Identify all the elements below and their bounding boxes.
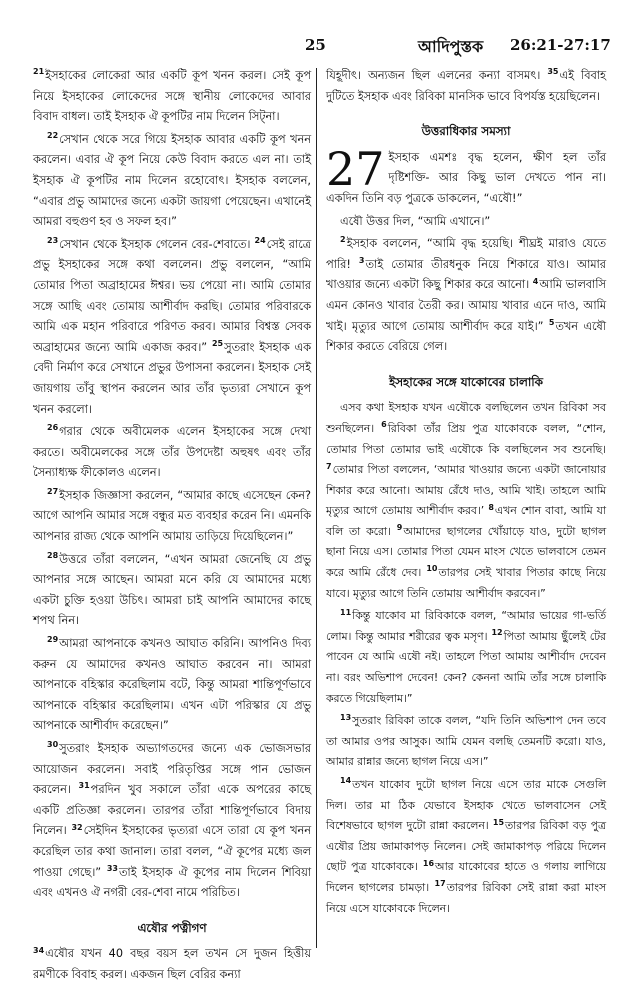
verse-number: 7: [326, 461, 332, 471]
chapter-opening: [326, 141, 606, 210]
verse-number: 17: [434, 879, 446, 889]
verse-number: 31: [78, 781, 90, 791]
verse-text: আমি ভালবাসি এমন কোনও খাবার তৈরী কর। আমায় খাবার এনে দাও, আমি খাই। মৃত্যুর আগে তোমায় আশীর্বাদ করে যাই।”: [326, 278, 606, 333]
verse-number: 34: [33, 945, 45, 955]
verse-paragraph: [326, 398, 606, 604]
verse-number: 5: [548, 317, 555, 327]
verse-number: 3: [358, 255, 365, 265]
page-number: 25: [305, 36, 326, 54]
verse-paragraph: [326, 212, 606, 233]
verse-paragraph: [326, 711, 606, 773]
verse-number: 22: [47, 131, 59, 141]
verse-number: 15: [492, 817, 505, 827]
verse-text: সেই রাত্রে প্রভু ইসহাকের সঙ্গে কথা বললেন। প্রভু বললেন, “আমি তোমার পিতা অব্রাহামের ঈশ্বর। ভয় পেয়ো না। আমি তোমার সঙ্গে আছি এবং তোমায় আশীর্বাদ করছি। তোমার পরিবারকে আমি এক মহান পরিবারে পরিণত করব। আমার বিশ্বস্ত সেবক অব্রাহামের জন্যে আমি একাজ করব।”: [33, 237, 311, 354]
verse-number: 6: [381, 420, 387, 430]
verse-paragraph: [33, 739, 311, 904]
verse-text: পরদিন খুব সকালে তাঁরা একে অপরের কাছে একটি প্রতিজ্ঞা করলেন। তারপর তাঁরা শান্তিপূর্ণভাবে বিদায় নিলেন।: [33, 783, 312, 838]
verse-paragraph: [326, 234, 606, 358]
verse-text: রিবিকা তাঁর প্রিয় পুত্র যাকোবকে বলল, “শোন, তোমার পিতা তোমার ভাই এষৌকে কি বলছিলেন সব শুনেছি।: [326, 421, 606, 456]
verse-paragraph: [33, 422, 311, 484]
verse-text: সেখান থেকে সরে গিয়ে ইসহাক আবার একটি কূপ খনন করলেন। এবার ঐ কূপ নিয়ে কেউ বিবাদ করতে এল না। তাই ইসহাক ঐ কূপটির নাম দিলেন রহোবোৎ। ইসহাক বললেন, “এবার প্রভু আমাদের জন্যে একটা জায়গা পেয়েছেন। এখানেই আমরা বহুগুণ হব ও সফল হব।”: [33, 132, 311, 229]
right-column: [326, 66, 606, 921]
verse-number: 10: [426, 564, 438, 574]
verse-number: 16: [422, 858, 435, 868]
verse-paragraph: [326, 775, 606, 919]
verse-number: 23: [47, 235, 59, 245]
verse-text: তোমার পিতা বললেন, ‘আমার খাওয়ার জন্যে একটা জানোয়ার শিকার করে আনো। আমায় রেঁধে দাও, আমি খাই। তাহলে আমি মৃত্যুর আগে তোমায় আশীর্বাদ করব।’: [326, 463, 606, 518]
section-heading: এষৌর পত্নীগণ: [137, 920, 207, 935]
verse-number: 2: [340, 235, 346, 245]
section-heading: ইসহাকের সঙ্গে যাকোবের চালাকি: [389, 374, 543, 389]
section-heading: উত্তরাধিকার সমস্যা: [421, 124, 511, 139]
verse-text: তারপর রিবিকা বড় পুত্র এষৌর প্রিয় জামাকাপড় নিলেন। সেই জামাকাপড় পরিয়ে দিলেন ছোট পুত্র যাকোবকে।: [326, 819, 606, 874]
verse-paragraph: [33, 486, 311, 548]
verse-number: 30: [47, 740, 59, 750]
verse-number: 21: [33, 67, 45, 77]
verse-paragraph: [33, 634, 311, 737]
verse-number: 14: [340, 776, 352, 786]
verse-text: তারপর সেই খাবার পিতার কাছে নিয়ে যাবে। মৃত্যুর আগে তিনি তোমায় আশীর্বাদ করবেন।”: [326, 566, 606, 600]
verse-text: এসব কথা ইসহাক যখন এষৌকে বলছিলেন তখন রিবিকা সব শুনছিলেন।: [326, 401, 606, 435]
verse-text: সুতরাং রিবিকা তাকে বলল, “যদি তিনি অভিশাপ দেন তবে তা আমার ওপর আসুক। আমি যেমন বলছি তেমনটি করো। যাও, আমার রান্নার জন্যে ছাগল নিয়ে এস।”: [326, 714, 606, 769]
verse-text: তাই ইসহাক ঐ কূপের নাম দিলেন শিবিয়া এবং এখনও ঐ নগরী বের-শেবা নামে পরিচিত।: [33, 865, 312, 900]
verse-number: 24: [254, 235, 266, 245]
verse-text: সেইদিন ইসহাকের ভৃত্যরা এসে তারা যে কূপ খনন করেছিল তার কথা জানাল। তারা বলল, “ঐ কূপের মধ্যে জল পাওয়া গেছে।”: [33, 824, 311, 879]
verse-number: 13: [340, 712, 352, 722]
verse-text: ইসহাক জিজ্ঞাসা করলেন, “আমার কাছে এসেছেন কেন? আগে আপনি আমার সঙ্গে বন্ধুর মত ব্যবহার করেন নি। এমনকি আপনার রাজ্য থেকে আপনি আমায় তাড়িয়ে দিয়েছিলেন।”: [33, 488, 311, 544]
verse-text: এই বিবাহ দুটিতে ইসহাক এবং রিবিকা মানসিক ভাবে বিপর্যস্ত হয়েছিলেন।: [326, 69, 606, 103]
verse-text: ইসহাক এমশঃ বৃদ্ধ হলেন, ক্ষীণ হল তাঁর দৃষ্টিশক্তি- আর কিছু ভাল দেখতে পান না। একদিন তিনি বড় পুত্রকে ডাকলেন, “এষৌ!”: [326, 150, 606, 205]
verse-text: এষৌর যখন 40 বছর বয়স হল তখন সে দুজন হিত্তীয় রমণীকে বিবাহ করল। একজন ছিল বেরির কন্যা: [33, 947, 311, 981]
verse-text: এখন শোন বাবা, আমি যা বলি তা করো।: [326, 504, 607, 538]
verse-number: 29: [47, 635, 59, 645]
verse-text: কিন্তু যাকোব মা রিবিকাকে বলল, “আমার ভায়ের গা-ভর্তি লোম। কিন্তু আমার শরীরের ত্বক মসৃণ।: [326, 609, 606, 643]
page-header: [0, 30, 638, 60]
verse-text: আমরা আপনাকে কখনও আঘাত করিনি। আপনিও দিব্য করুন যে আমাদের কখনও আঘাত করবেন না। আমরা আপনাকে বহিস্কার করেছিলাম বটে, কিন্তু আমরা শান্তিপূর্ণভাবে আপনাকে বহিস্কার করেছিলাম। এখন এটা পরিস্কার যে প্রভু আপনাকে আশীর্বাদ করেছেন।”: [33, 637, 311, 733]
verse-text: তাই তোমার তীরধনুক নিয়ে শিকারে যাও। আমার খাওয়ার জন্যে একটা কিছু শিকার করে আনো।: [326, 257, 606, 292]
verse-number: 28: [47, 550, 59, 560]
verse-text: ইসহাকের লোকেরা আর একটি কূপ খনন করল। সেই কূপ নিয়ে ইসহাকের লোকেদের সঙ্গে স্থানীয় লোকেদের আবার বিবাদ বাধল। তাই ইসহাক ঐ কূপটির নাম দিলেন সিট্না।: [33, 69, 311, 124]
verse-text: ইসহাক বললেন, “আমি বৃদ্ধ হয়েছি। শীঘ্রই মারাও যেতে পারি!: [326, 237, 606, 271]
verse-text: সুতরাং ইসহাক অভ্যাগতদের জন্যে এক ভোজসভার আয়োজন করলেন। সবাই পরিতৃপ্তির সঙ্গে পান ভোজন করলেন।: [33, 742, 311, 797]
verse-number: 11: [340, 607, 352, 617]
chapter-reference: 26:21-27:17: [510, 36, 611, 54]
verse-text: পিতা আমায় ছুঁলেই টের পাবেন যে আমি এষৌ নই। তাহলে পিতা আমায় আশীর্বাদ দেবেন না। বরং অভিশাপ দেবেন! কেন? কেননা আমি তাঁর সঙ্গে চালাকি করতে গিয়েছিলাম।”: [326, 629, 606, 705]
verse-number: 25: [211, 338, 224, 348]
verse-number: 33: [106, 863, 118, 873]
verse-text: যিহূদীৎ। অন্যজন ছিল এলনের কন্যা বাসমৎ।: [326, 69, 548, 82]
verse-number: 32: [71, 822, 83, 832]
verse-text: আমাদের ছাগলের খোঁয়াড়ে যাও, দুটো ছাগল ছানা নিয়ে এস। তোমার পিতা যেমন মাংস খেতে ভালবাসে তেমন করে আমি রেঁধে দেব।: [326, 524, 606, 580]
verse-text: সুতরাং ইসহাক এক বেদী নির্মাণ করে সেখানে প্রভুর উপাসনা করলেন। ইসহাক সেই জায়গায় তাঁবু স্থাপন করলেন আর তাঁর ভৃত্যরা সেখানে কূপ খনন করলো।: [33, 340, 311, 416]
verse-paragraph: [33, 235, 311, 420]
verse-text: আর যাকোবের হাতে ও গলায় লাগিয়ে দিলেন ছাগলের চামড়া।: [326, 860, 606, 894]
verse-text: গরার থেকে অবীমেলক এলেন ইসহাকের সঙ্গে দেখা করতে। অবীমেলকের সঙ্গে তাঁর উপদেষ্টা অহুষৎ এবং তাঁর সৈন্যাধ্যক্ষ ফীকোলও এলেন।: [33, 425, 311, 480]
verse-number: 8: [488, 502, 494, 512]
verse-paragraph: [33, 66, 311, 128]
column-divider: [316, 68, 317, 948]
verse-text: এষৌ উত্তর দিল, “আমি এখানে।”: [340, 214, 491, 228]
verse-paragraph: [326, 66, 606, 107]
verse-number: 26: [47, 423, 59, 433]
verse-text: তখন এষৌ শিকার করতে বেরিয়ে গেল।: [326, 319, 606, 354]
verse-paragraph: [33, 944, 311, 985]
verse-number: 4: [532, 276, 539, 286]
book-title: আদিপুস্তক: [418, 37, 484, 56]
chapter-number: 27: [326, 141, 385, 196]
left-column: [33, 66, 311, 988]
verse-paragraph: [33, 550, 311, 632]
verse-number: 35: [547, 67, 559, 77]
verse-text: উত্তরে তাঁরা বললেন, “এখন আমরা জেনেছি যে প্রভু আপনার সঙ্গে আছেন। আমরা মনে করি যে আমাদের মধ্যে একটা চুক্তি হওয়া উচিৎ। আমরা চাই আপনি আমাদের কাছে শপথ নিন।: [33, 552, 311, 628]
verse-number: 12: [491, 628, 503, 638]
verse-text: তখন যাকোব দুটো ছাগল নিয়ে এসে তার মাকে সেগুলি দিল। তার মা ঠিক যেভাবে ইসহাক খেতে ভালবাসেন সেই বিশেষভাবে ছাগল দুটো রান্না করলেন।: [326, 778, 606, 833]
verse-number: 27: [47, 487, 59, 497]
verse-paragraph: [33, 130, 311, 233]
verse-paragraph: [326, 606, 606, 709]
verse-text: সেখান থেকে ইসহাক গেলেন বের-শেবাতে।: [59, 237, 255, 251]
verse-number: 9: [396, 523, 403, 533]
verse-text: তারপর রিবিকা সেই রান্না করা মাংস নিয়ে এসে যাকোবকে দিলেন।: [326, 880, 606, 915]
